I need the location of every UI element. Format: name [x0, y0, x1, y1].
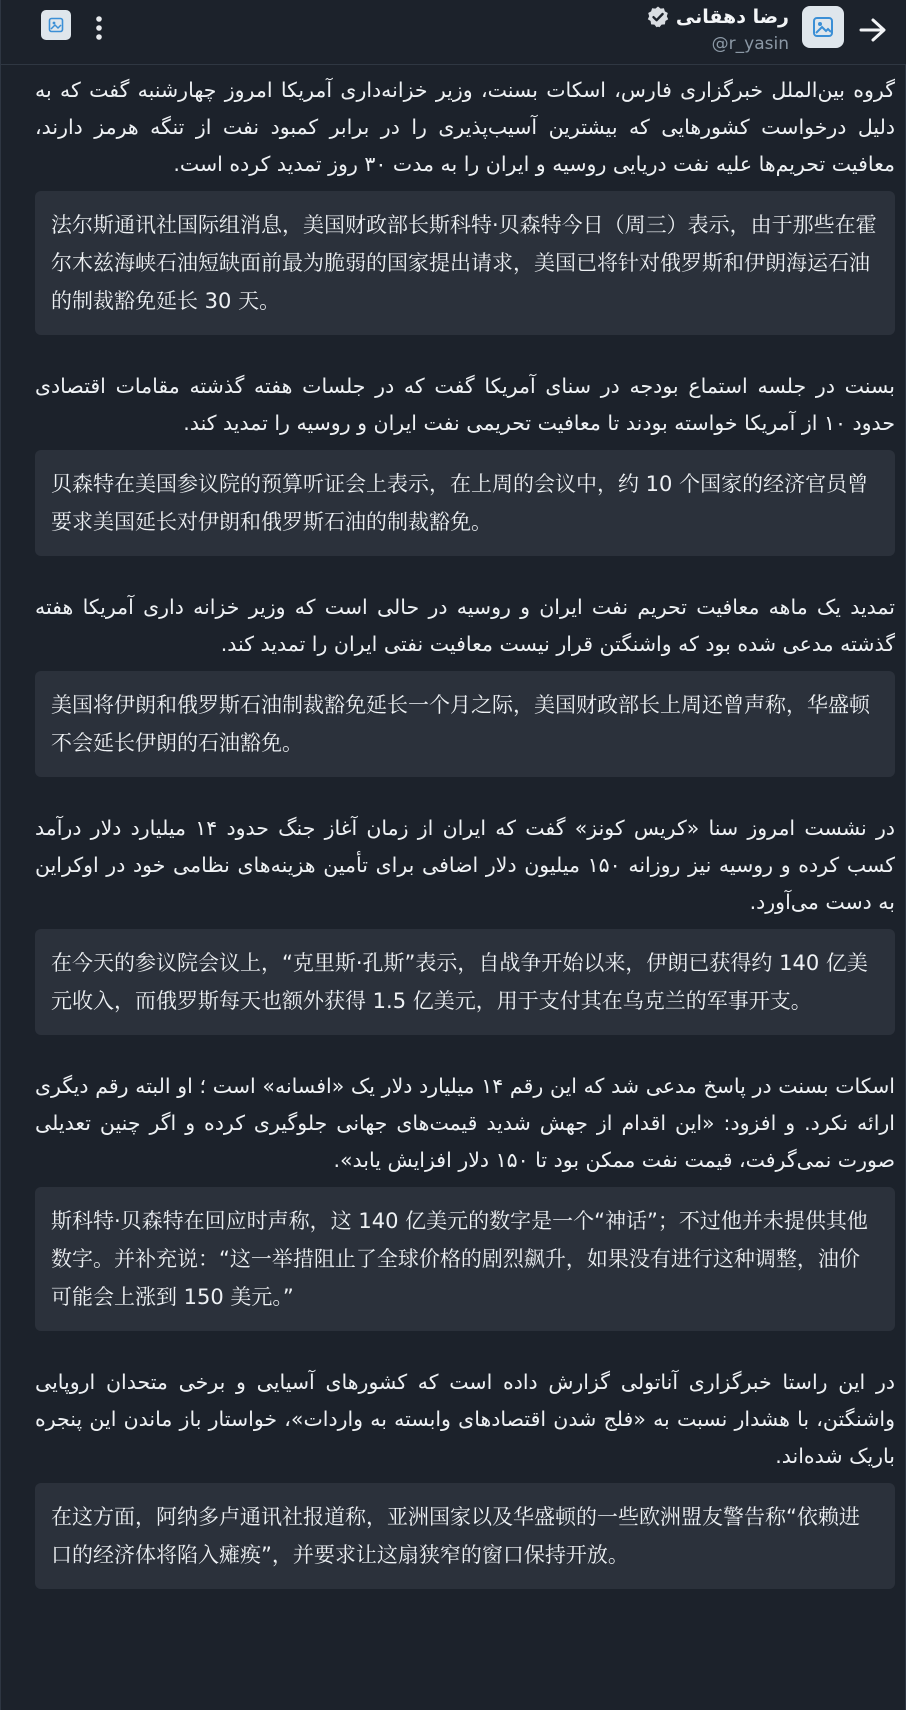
verified-badge-icon — [646, 5, 670, 29]
author-name: رضا دهقانی — [675, 6, 789, 28]
persian-paragraph: اسکات بسنت در پاسخ مدعی شد که این رقم ۱۴ میلیارد دلار یک «افسانه» است ؛ او البته رقم دیگری ارائه نکرد. و افزود: «این اقدام از جهش شدید قیمت‌های جهانی جلوگیری کرده و اگر چنین تعدیلی صورت نمی‌گرفت، قیمت نفت ممکن بود تا ۱۵۰ دلار افزایش یابد». — [35, 1074, 895, 1172]
chinese-translation-box: 斯科特·贝森特在回应时声称，这 140 亿美元的数字是一个“神话”；不过他并未提供其他数字。并补充说：“这一举措阻止了全球价格的剧烈飙升，如果没有进行这种调整，油价可能会上涨到 150 美元。” — [35, 1187, 895, 1331]
chinese-translation-box: 法尔斯通讯社国际组消息，美国财政部长斯科特·贝森特今日（周三）表示，由于那些在霍尔木兹海峡石油短缺面前最为脆弱的国家提出请求，美国已将针对俄罗斯和伊朗海运石油的制裁豁免延长 30 天。 — [35, 191, 895, 335]
more-vertical-icon[interactable] — [83, 8, 115, 48]
chinese-translation-box: 在今天的参议院会议上，“克里斯·孔斯”表示，自战争开始以来，伊朗已获得约 140 亿美元收入，而俄罗斯每天也额外获得 1.5 亿美元，用于支付其在乌克兰的军事开支。 — [35, 929, 895, 1035]
author-handle: @r_yasin — [711, 34, 789, 54]
persian-paragraph: بسنت در جلسه استماع بودجه در سنای آمریکا گفت که در جلسات هفته گذشته مقامات اقتصادی حدود ۱۰ از آمریکا خواسته بودند تا معافیت تحریمی نفت ایران و روسیه را تمدید کند. — [35, 374, 895, 435]
persian-paragraph: در نشست امروز سنا «کریس کونز» گفت که ایران از زمان آغاز جنگ حدود ۱۴ میلیارد دلار درآمد کسب کرده و روسیه نیز روزانه ۱۵۰ میلیون دلار اضافی برای تأمین هزینه‌های نظامی خود در اوکراین به دست می‌آورد. — [35, 816, 896, 914]
persian-paragraph: در این راستا خبرگزاری آناتولی گزارش داده است که کشورهای آسیایی و برخی متحدان اروپایی واشنگتن، با هشدار نسبت به «فلج شدن اقتصادهای وابسته به واردات»، خواستار باز ماندن این پنجره باریک شده‌اند. — [35, 1370, 895, 1468]
image-placeholder-icon — [812, 16, 834, 38]
chinese-translation-box: 贝森特在美国参议院的预算听证会上表示，在上周的会议中，约 10 个国家的经济官员曾要求美国延长对伊朗和俄罗斯石油的制裁豁免。 — [35, 450, 895, 556]
chinese-translation-box: 美国将伊朗和俄罗斯石油制裁豁免延长一个月之际，美国财政部长上周还曾声称，华盛顿不会延长伊朗的石油豁免。 — [35, 671, 895, 777]
avatar[interactable] — [802, 6, 844, 48]
chinese-translation-box: 在这方面，阿纳多卢通讯社报道称，亚洲国家以及华盛顿的一些欧洲盟友警告称“依赖进口的经济体将陷入瘫痪”，并要求让这扇狭窄的窗口保持开放。 — [35, 1483, 895, 1589]
author-block[interactable] — [646, 2, 789, 56]
author-name-row — [646, 2, 789, 32]
persian-paragraph: گروه بین‌الملل خبرگزاری فارس، اسکات بسنت، وزیر خزانه‌داری آمریکا امروز چهارشنبه گفت که به دلیل درخواست کشورهایی که بیشترین آسیب‌پذیری را در برابر کمبود نفت از تنگه هرمز دارند، معافیت تحریم‌ها علیه نفت دریایی روسیه و ایران را به مدت ۳۰ روز تمدید کرده است. — [35, 78, 895, 176]
arrow-right-icon[interactable] — [851, 8, 895, 52]
persian-paragraph: تمدید یک ماهه معافیت تحریم نفت ایران و روسیه در حالی است که وزیر خزانه داری آمریکا هفته گذشته مدعی شده بود که واشنگتن قرار نیست معافیت نفتی ایران را تمدید کند. — [35, 595, 895, 656]
post-body — [35, 72, 895, 1589]
post-header — [1, 0, 906, 65]
thumbnail-icon[interactable] — [41, 10, 71, 40]
